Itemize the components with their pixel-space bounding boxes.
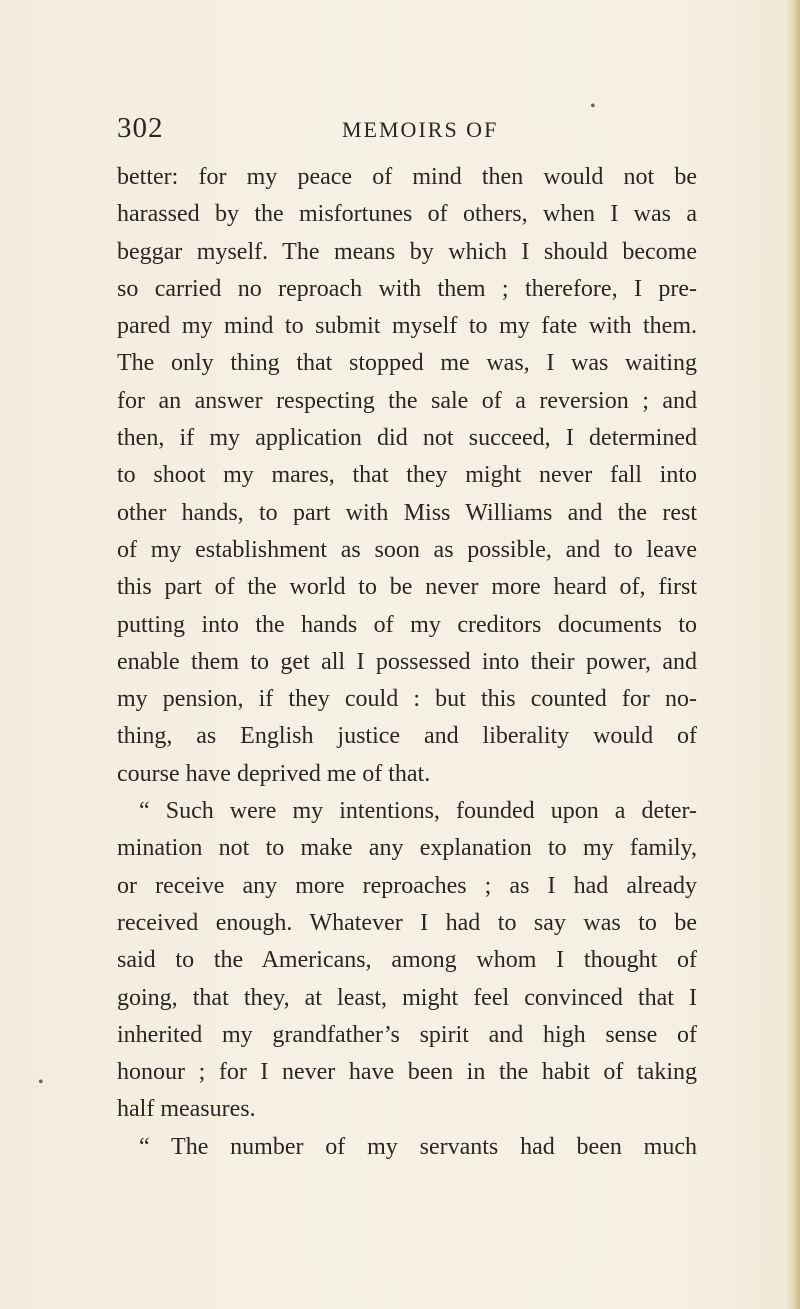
page-header (117, 112, 697, 152)
text-line: course have deprived me of that. (117, 760, 431, 787)
running-head: MEMOIRS OF (342, 117, 499, 142)
text-line: putting into the hands of my creditors documents to (117, 611, 697, 638)
text-line: half measures. (117, 1096, 256, 1123)
stray-mark: • (38, 1074, 44, 1091)
text-line: mination not to make any explanation to my family, (117, 835, 697, 862)
text-line: “ The number of my servants had been much (139, 1133, 697, 1160)
text-line: to shoot my mares, that they might never fall into (117, 462, 697, 489)
page-edge-shadow (786, 0, 800, 1309)
text-line: my pension, if they could : but this counted for no- (117, 686, 697, 713)
text-line: inherited my grandfather’s spirit and high sense of (117, 1021, 697, 1048)
stray-mark: • (590, 98, 596, 115)
text-line: so carried no reproach with them ; therefore, I pre- (117, 275, 697, 302)
text-line: received enough. Whatever I had to say was to be (117, 909, 697, 936)
page-number: 302 (117, 112, 164, 144)
text-line: for an answer respecting the sale of a reversion ; and (117, 387, 697, 414)
text-line: then, if my application did not succeed, I determined (117, 425, 697, 452)
text-line: said to the Americans, among whom I thought of (117, 947, 697, 974)
text-line: enable them to get all I possessed into their power, and (117, 648, 697, 675)
text-line: pared my mind to submit myself to my fate with them. (117, 313, 697, 340)
text-line: harassed by the misfortunes of others, when I was a (117, 201, 697, 228)
text-line: thing, as English justice and liberality would of (117, 723, 697, 750)
text-line: of my establishment as soon as possible, and to leave (117, 536, 697, 563)
text-line: honour ; for I never have been in the habit of taking (117, 1059, 697, 1086)
text-line: better: for my peace of mind then would not be (117, 164, 697, 190)
text-line: other hands, to part with Miss Williams and the rest (117, 499, 697, 526)
text-line: going, that they, at least, might feel convinced that I (117, 984, 697, 1011)
text-line: “ Such were my intentions, founded upon a deter- (139, 798, 697, 825)
text-line: beggar myself. The means by which I should become (117, 238, 697, 265)
text-line: this part of the world to be never more heard of, first (117, 574, 697, 601)
text-line: or receive any more reproaches ; as I had already (117, 872, 697, 899)
text-line: The only thing that stopped me was, I was waiting (117, 350, 697, 377)
body-text (117, 159, 697, 1166)
